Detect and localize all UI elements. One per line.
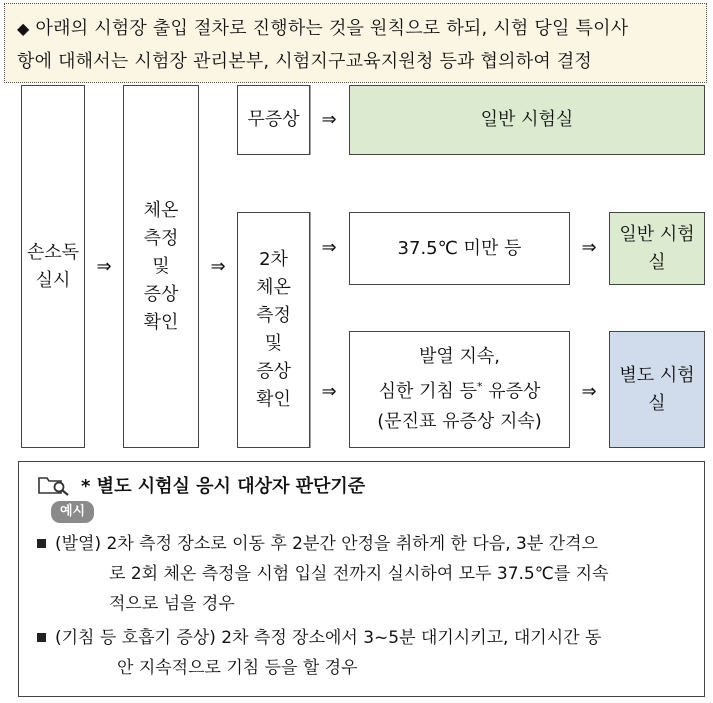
temp-check-box bbox=[123, 85, 199, 448]
general-room-2-label-2: 실 bbox=[648, 251, 666, 273]
separate-room-label-2: 실 bbox=[648, 392, 666, 414]
handwash-box bbox=[21, 85, 85, 448]
arrow-3: ⇒ bbox=[321, 109, 337, 130]
second-check-label-5: 증상 bbox=[256, 361, 291, 382]
handwash-label-1: 손소독 bbox=[26, 241, 80, 263]
temp-check-label-3: 및 bbox=[152, 255, 170, 277]
fever-label-1: 발열 지속, bbox=[419, 346, 500, 367]
criterion-cough-line1: (기침 등 호흡기 증상) 2차 측정 장소에서 3~5분 대기시키고, 대기시간 동 bbox=[55, 628, 602, 648]
criterion-fever bbox=[37, 529, 688, 619]
temp-check-label-5: 확인 bbox=[143, 311, 179, 333]
arrow-2: ⇒ bbox=[210, 256, 226, 277]
no-symptom-box bbox=[237, 85, 310, 155]
criteria-title-text: * 별도 시험실 응시 대상자 판단기준 bbox=[81, 476, 366, 497]
criterion-fever-line3: 적으로 넘을 경우 bbox=[109, 594, 235, 614]
fever-label-3: 유증상 bbox=[488, 381, 541, 402]
criterion-fever-line1: (발열) 2차 측정 장소로 이동 후 2분간 안정을 취하게 한 다음, 3분 간격으 bbox=[55, 534, 598, 554]
arrow-4: ⇒ bbox=[321, 237, 337, 258]
fever-label-4: (문진표 유증상 지속) bbox=[377, 411, 542, 432]
temp-check-label-1: 체온 bbox=[143, 199, 179, 221]
fever-box bbox=[349, 331, 570, 448]
criterion-cough bbox=[37, 623, 688, 683]
temp-check-label-4: 증상 bbox=[143, 283, 179, 305]
under-temp-box bbox=[349, 212, 570, 285]
arrow-6: ⇒ bbox=[321, 381, 337, 402]
second-check-box bbox=[237, 212, 310, 448]
criterion-cough-line2: 안 지속적으로 기침 등을 할 경우 bbox=[117, 658, 358, 678]
separate-room-box bbox=[609, 331, 705, 448]
second-check-label-6: 확인 bbox=[256, 389, 291, 410]
criteria-box bbox=[18, 461, 705, 697]
diamond-bullet-icon: ◆ bbox=[17, 19, 30, 38]
square-bullet-icon bbox=[37, 633, 46, 642]
criterion-fever-line2: 로 2회 체온 측정을 시험 입실 전까지 실시하여 모두 37.5℃를 지속 bbox=[109, 564, 609, 584]
second-check-label-4: 및 bbox=[264, 333, 283, 354]
second-check-label-1: 2차 bbox=[259, 249, 288, 270]
no-symptom-label: 무증상 bbox=[247, 109, 300, 130]
notice-line2: 항에 대해서는 시험장 관리본부, 시험지구교육지원청 등과 협의하여 결정 bbox=[17, 51, 593, 72]
under-temp-label: 37.5℃ 미만 등 bbox=[397, 237, 522, 259]
temp-check-label-2: 측정 bbox=[143, 227, 179, 249]
arrow-5: ⇒ bbox=[581, 237, 597, 258]
notice-box bbox=[4, 3, 707, 83]
general-room-2-label-1: 일반 시험 bbox=[619, 223, 695, 245]
fever-asterisk: * bbox=[476, 380, 483, 393]
fever-label-2: 심한 기침 등 bbox=[378, 381, 477, 402]
general-room-box bbox=[349, 85, 705, 155]
example-badge: 예시 bbox=[51, 501, 94, 523]
arrow-1: ⇒ bbox=[96, 256, 112, 277]
notice-line1: 아래의 시험장 출입 절차로 진행하는 것을 원칙으로 하되, 시험 당일 특이사 bbox=[35, 18, 629, 39]
folder-search-icon bbox=[37, 474, 71, 496]
handwash-label-2: 실시 bbox=[35, 269, 71, 291]
square-bullet-icon bbox=[37, 539, 46, 548]
general-room-label: 일반 시험실 bbox=[480, 109, 574, 130]
arrow-7: ⇒ bbox=[581, 381, 597, 402]
second-check-label-3: 측정 bbox=[256, 305, 291, 326]
second-check-label-2: 체온 bbox=[256, 277, 291, 298]
general-room-2-box bbox=[609, 212, 705, 285]
criteria-title bbox=[37, 470, 688, 500]
separate-room-label-1: 별도 시험 bbox=[619, 364, 695, 386]
